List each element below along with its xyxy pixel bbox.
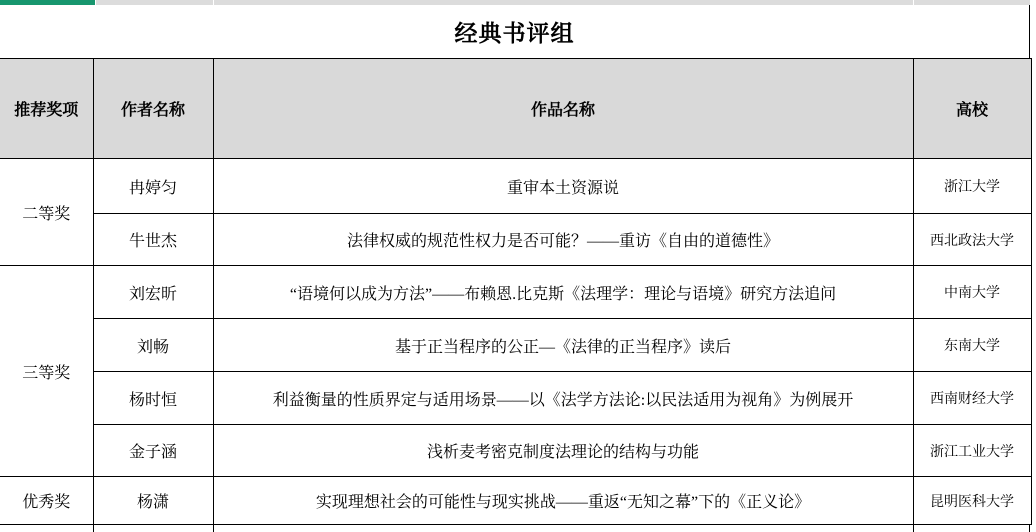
work-cell[interactable]: 浅析麦考密克制度法理论的结构与功能: [213, 425, 913, 477]
author-cell[interactable]: 刘畅: [93, 319, 213, 372]
award-cell[interactable]: 三等奖: [0, 266, 93, 477]
university-cell[interactable]: 西南财经大学: [913, 372, 1031, 425]
table-row: [0, 214, 1031, 266]
award-cell[interactable]: 二等奖: [0, 159, 93, 266]
header-university[interactable]: 高校: [913, 59, 1031, 159]
university-cell[interactable]: 西北政法大学: [913, 214, 1031, 266]
work-cell[interactable]: 法律权威的规范性权力是否可能？——重访《自由的道德性》: [213, 214, 913, 266]
university-cell[interactable]: 中南大学: [913, 266, 1031, 319]
author-cell[interactable]: 冉婷匀: [93, 159, 213, 214]
table-title: 经典书评组: [0, 5, 1030, 58]
university-cell[interactable]: 东南大学: [913, 319, 1031, 372]
table-row: [0, 319, 1031, 372]
work-cell[interactable]: 重审本土资源说: [213, 159, 913, 214]
header-row: [0, 59, 1031, 159]
table-row: [0, 159, 1031, 214]
author-cell[interactable]: 杨潇: [93, 477, 213, 525]
header-award[interactable]: 推荐奖项: [0, 59, 93, 159]
table-sheet: [0, 5, 1030, 532]
work-cell[interactable]: 基于正当程序的公正—《法律的正当程序》读后: [213, 319, 913, 372]
university-cell[interactable]: 昆明医科大学: [913, 477, 1031, 525]
table-row: [0, 425, 1031, 477]
table-row: [0, 266, 1031, 319]
university-cell[interactable]: 浙江工业大学: [913, 425, 1031, 477]
work-cell[interactable]: 利益衡量的性质界定与适用场景——以《法学方法论:以民法适用为视角》为例展开: [213, 372, 913, 425]
header-work[interactable]: 作品名称: [213, 59, 913, 159]
cell-divider: [93, 525, 94, 532]
cell-divider: [913, 525, 914, 532]
cell-divider: [213, 525, 214, 532]
author-cell[interactable]: 牛世杰: [93, 214, 213, 266]
author-cell[interactable]: 刘宏昕: [93, 266, 213, 319]
work-cell[interactable]: “语境何以成为方法”——布赖恩.比克斯《法理学：理论与语境》研究方法追问: [213, 266, 913, 319]
author-cell[interactable]: 杨时恒: [93, 372, 213, 425]
university-cell[interactable]: 浙江大学: [913, 159, 1031, 214]
awards-table: [0, 58, 1032, 525]
work-cell[interactable]: 实现理想社会的可能性与现实挑战——重返“无知之幕”下的《正义论》: [213, 477, 913, 525]
header-author[interactable]: 作者名称: [93, 59, 213, 159]
author-cell[interactable]: 金子涵: [93, 425, 213, 477]
table-row: [0, 372, 1031, 425]
bottom-partial-row: [0, 525, 1030, 532]
table-row: [0, 477, 1031, 525]
award-cell[interactable]: 优秀奖: [0, 477, 93, 525]
